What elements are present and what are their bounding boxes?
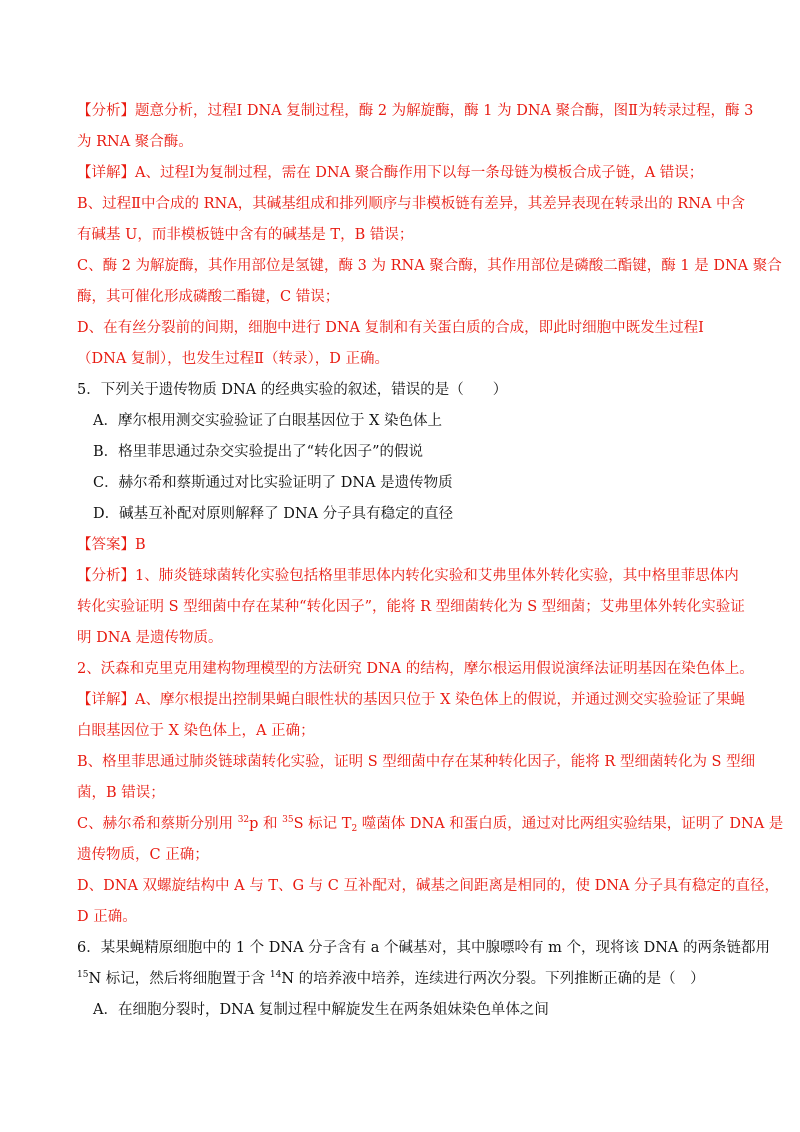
q5-detail-line-1: 【详解】A、摩尔根提出控制果蝇白眼性状的基因只位于 X 染色体上的假说，并通过测交实验验证了果蝇: [77, 692, 746, 708]
q5-option-d: D．碱基互补配对原则解释了 DNA 分子具有稳定的直径: [93, 506, 454, 522]
isotope-32-superscript: 32: [237, 815, 250, 825]
q4-detail-line-4: C、酶 2 为解旋酶，其作用部位是氢键，酶 3 为 RNA 聚合酶，其作用部位是磷酸二酯键，酶 1 是 DNA 聚合: [77, 258, 782, 274]
q4-detail-line-5: 酶，其可催化形成磷酸二酯键，C 错误；: [77, 289, 340, 305]
q5-detail-5-text-c: S 标记 T: [293, 816, 352, 832]
q4-detail-line-7: （DNA 复制），也发生过程Ⅱ（转录），D 正确。: [77, 351, 389, 367]
q4-detail-line-6: D、在有丝分裂前的间期，细胞中进行 DNA 复制和有关蛋白质的合成，即此时细胞中既发生过程Ⅰ: [77, 320, 704, 336]
q4-detail-line-3: 有碱基 U，而非模板链中含有的碱基是 T，B 错误；: [77, 227, 414, 243]
q4-detail-line-2: B、过程Ⅱ中合成的 RNA，其碱基组成和排列顺序与非模板链有差异，其差异表现在转录出的 RNA 中含: [77, 196, 745, 212]
q5-detail-line-2: 白眼基因位于 X 染色体上，A 正确；: [77, 723, 315, 739]
isotope-35-superscript: 35: [282, 815, 294, 825]
q6-stem-2-text-a: N 标记，然后将细胞置于含: [88, 971, 270, 987]
q5-option-a: A．摩尔根用测交实验验证了白眼基因位于 X 染色体上: [93, 413, 443, 429]
q5-option-c: C．赫尔希和蔡斯通过对比实验证明了 DNA 是遗传物质: [93, 475, 453, 491]
q5-detail-line-6: 遗传物质，C 正确；: [77, 847, 209, 863]
q5-detail-line-8: D 正确。: [77, 909, 137, 925]
q4-detail-line-1: 【详解】A、过程Ⅰ为复制过程，需在 DNA 聚合酶作用下以每一条母链为模板合成子链，A 错误；: [77, 165, 704, 181]
q5-analysis-line-1: 【分析】1、肺炎链球菌转化实验包括格里菲思体内转化实验和艾弗里体外转化实验，其中格里菲思体内: [77, 568, 739, 584]
t2-subscript: 2: [351, 824, 358, 834]
q6-stem-line-1: 6．某果蝇精原细胞中的 1 个 DNA 分子含有 a 个碱基对，其中腺嘌呤有 m 个，现将该 DNA 的两条链都用: [77, 940, 771, 956]
q6-stem-line-2: [77, 967, 705, 988]
q5-analysis-line-2: 转化实验证明 S 型细菌中存在某种“转化因子”，能将 R 型细菌转化为 S 型细菌；艾弗里体外转化实验证: [77, 599, 745, 615]
q5-analysis-line-3: 明 DNA 是遗传物质。: [77, 630, 223, 646]
q5-detail-5-text-d: 噬菌体 DNA 和蛋白质，通过对比两组实验结果，证明了 DNA 是: [357, 816, 784, 832]
q5-detail-line-5: [77, 812, 783, 833]
q5-detail-line-3: B、格里菲思通过肺炎链球菌转化实验，证明 S 型细菌中存在某种转化因子，能将 R 型细菌转化为 S 型细: [77, 754, 756, 770]
q4-analysis-line-2: 为 RNA 聚合酶。: [77, 134, 193, 150]
q5-stem: 5．下列关于遗传物质 DNA 的经典实验的叙述，错误的是（ ）: [77, 382, 508, 398]
q5-analysis-line-4: 2、沃森和克里克用建构物理模型的方法研究 DNA 的结构，摩尔根运用假说演绎法证明基因在染色体上。: [77, 661, 754, 677]
q5-detail-line-4: 菌，B 错误；: [77, 785, 165, 801]
q4-analysis-line-1: 【分析】题意分析，过程Ⅰ DNA 复制过程，酶 2 为解旋酶，酶 1 为 DNA 聚合酶，图Ⅱ为转录过程，酶 3: [77, 103, 754, 119]
isotope-14-superscript: 14: [269, 970, 282, 980]
q5-detail-5-text-a: C、赫尔希和蔡斯分别用: [77, 816, 238, 832]
q5-detail-line-7: D、DNA 双螺旋结构中 A 与 T、G 与 C 互补配对，碱基之间距离是相同的，使 DNA 分子具有稳定的直径，: [77, 878, 779, 894]
isotope-15-superscript: 15: [77, 970, 89, 980]
q6-stem-2-text-b: N 的培养液中培养，连续进行两次分裂。下列推断正确的是（ ）: [281, 971, 705, 987]
q5-option-b: B．格里菲思通过杂交实验提出了“转化因子”的假说: [93, 444, 423, 460]
q5-answer: 【答案】B: [77, 537, 146, 553]
q5-detail-5-text-b: p 和: [249, 816, 283, 832]
q6-option-a: A．在细胞分裂时，DNA 复制过程中解旋发生在两条姐妹染色单体之间: [93, 1002, 549, 1018]
